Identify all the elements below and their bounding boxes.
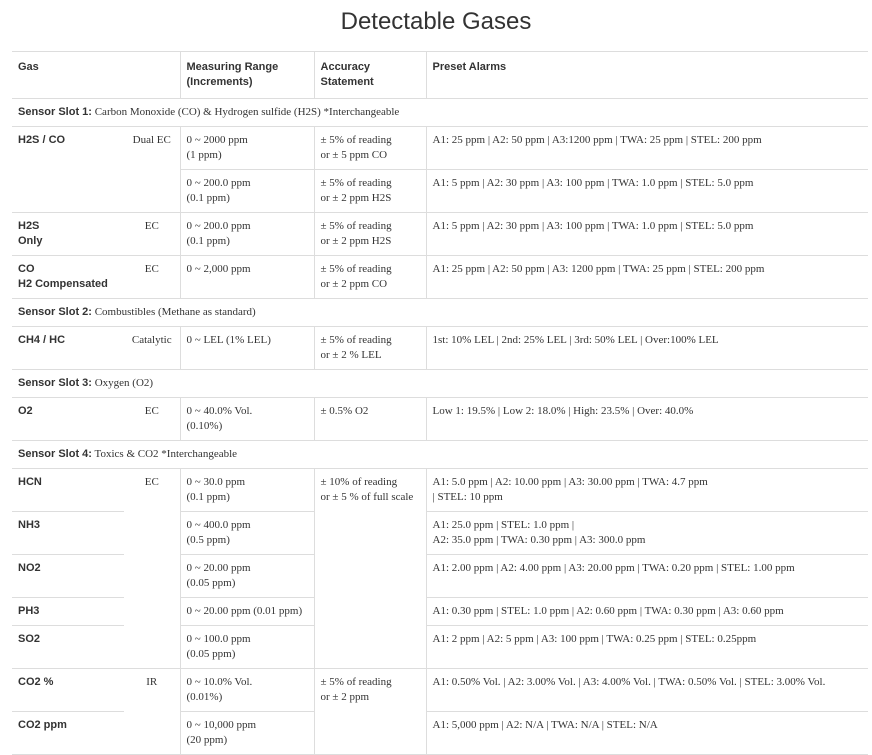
alarm-cell: A1: 2.00 ppm | A2: 4.00 ppm | A3: 20.00 ppm | TWA: 0.20 ppm | STEL: 1.00 ppm <box>426 555 868 598</box>
alarm-cell: A1: 5 ppm | A2: 30 ppm | A3: 100 ppm | TWA: 1.0 ppm | STEL: 5.0 ppm <box>426 213 868 256</box>
slot-row-1 <box>12 99 868 127</box>
slot-row-2 <box>12 299 868 327</box>
alarm-cell: A1: 5,000 ppm | A2: N/A | TWA: N/A | STEL: N/A <box>426 712 868 755</box>
alarm-cell: A1: 2 ppm | A2: 5 ppm | A3: 100 ppm | TWA: 0.25 ppm | STEL: 0.25ppm <box>426 626 868 669</box>
slot-description: Carbon Monoxide (CO) & Hydrogen sulfide (H2S) *Interchangeable <box>94 106 400 118</box>
range-cell: 0 ~ 2,000 ppm <box>180 256 314 299</box>
alarm-cell: 1st: 10% LEL | 2nd: 25% LEL | 3rd: 50% LEL | Over:100% LEL <box>426 327 868 370</box>
slot-row-4 <box>12 441 868 469</box>
accuracy-cell: ± 5% of reading or ± 2 ppm H2S <box>314 213 426 256</box>
accuracy-cell: ± 5% of reading or ± 2 ppm CO <box>314 256 426 299</box>
range-cell: 0 ~ 20.00 ppm (0.05 ppm) <box>180 555 314 598</box>
gas-name: H2S / CO <box>18 134 66 146</box>
slot-label: Sensor Slot 3: <box>18 377 92 389</box>
range-cell: 0 ~ 400.0 ppm (0.5 ppm) <box>180 512 314 555</box>
gas-name: NO2 <box>18 562 41 574</box>
gas-name: HCN <box>18 476 42 488</box>
alarm-cell: A1: 5.0 ppm | A2: 10.00 ppm | A3: 30.00 ppm | TWA: 4.7 ppm | STEL: 10 ppm <box>426 469 868 512</box>
slot-label: Sensor Slot 1: <box>18 106 92 118</box>
sensor-type: IR <box>146 676 158 688</box>
gas-name: PH3 <box>18 605 40 617</box>
gas-name: CH4 / HC <box>18 334 66 346</box>
table-row-ch4 <box>12 327 868 370</box>
header-alarms: Preset Alarms <box>426 52 868 99</box>
alarm-cell: Low 1: 19.5% | Low 2: 18.0% | High: 23.5% | Over: 40.0% <box>426 398 868 441</box>
alarm-cell: A1: 0.30 ppm | STEL: 1.0 ppm | A2: 0.60 ppm | TWA: 0.30 ppm | A3: 0.60 ppm <box>426 598 868 626</box>
range-cell: 0 ~ 10.0% Vol. (0.01%) <box>180 669 314 712</box>
range-cell: 0 ~ 40.0% Vol. (0.10%) <box>180 398 314 441</box>
range-cell: 0 ~ 10,000 ppm (20 ppm) <box>180 712 314 755</box>
gas-name: NH3 <box>18 519 41 531</box>
header-gas: Gas <box>12 52 180 99</box>
table-row-co <box>12 256 868 299</box>
accuracy-cell: ± 5% of reading or ± 5 ppm CO <box>314 127 426 170</box>
range-cell: 0 ~ 20.00 ppm (0.01 ppm) <box>180 598 314 626</box>
sensor-type: EC <box>144 263 159 275</box>
slot-description: Oxygen (O2) <box>94 377 154 389</box>
table-row-h2s-co <box>12 127 868 170</box>
page-title: Detectable Gases <box>340 8 532 35</box>
sensor-type: EC <box>144 476 159 488</box>
gas-name: O2 <box>18 405 33 417</box>
alarm-cell: A1: 0.50% Vol. | A2: 3.00% Vol. | A3: 4.00% Vol. | TWA: 0.50% Vol. | STEL: 3.00% Vol. <box>426 669 868 712</box>
table-row-co2-pct <box>12 669 868 712</box>
gases-table <box>12 51 868 755</box>
range-cell: 0 ~ 200.0 ppm (0.1 ppm) <box>180 170 314 213</box>
sensor-type: Dual EC <box>132 134 171 146</box>
accuracy-cell: ± 5% of reading or ± 2 ppm <box>314 669 426 755</box>
slot-description: Combustibles (Methane as standard) <box>94 306 256 318</box>
alarm-cell: A1: 5 ppm | A2: 30 ppm | A3: 100 ppm | TWA: 1.0 ppm | STEL: 5.0 ppm <box>426 170 868 213</box>
sensor-type: EC <box>144 220 159 232</box>
table-row-hcn <box>12 469 868 512</box>
sensor-type: EC <box>144 405 159 417</box>
accuracy-cell: ± 5% of reading or ± 2 ppm H2S <box>314 170 426 213</box>
alarm-cell: A1: 25.0 ppm | STEL: 1.0 ppm | A2: 35.0 ppm | TWA: 0.30 ppm | A3: 300.0 ppm <box>426 512 868 555</box>
slot-label: Sensor Slot 2: <box>18 306 92 318</box>
accuracy-cell: ± 10% of reading or ± 5 % of full scale <box>314 469 426 669</box>
gas-name: CO2 % <box>18 676 54 688</box>
gas-name: CO H2 Compensated <box>18 263 108 290</box>
range-cell: 0 ~ 2000 ppm (1 ppm) <box>180 127 314 170</box>
table-row-o2 <box>12 398 868 441</box>
table-row-h2s-only <box>12 213 868 256</box>
sensor-type: Catalytic <box>131 334 172 346</box>
gas-name: CO2 ppm <box>18 719 67 731</box>
alarm-cell: A1: 25 ppm | A2: 50 ppm | A3: 1200 ppm | TWA: 25 ppm | STEL: 200 ppm <box>426 256 868 299</box>
header-accuracy: Accuracy Statement <box>314 52 426 99</box>
gas-name: H2S Only <box>18 220 43 247</box>
alarm-cell: A1: 25 ppm | A2: 50 ppm | A3:1200 ppm | TWA: 25 ppm | STEL: 200 ppm <box>426 127 868 170</box>
header-range: Measuring Range (Increments) <box>180 52 314 99</box>
range-cell: 0 ~ 30.0 ppm (0.1 ppm) <box>180 469 314 512</box>
gas-name: SO2 <box>18 633 41 645</box>
range-cell: 0 ~ 100.0 ppm (0.05 ppm) <box>180 626 314 669</box>
slot-description: Toxics & CO2 *Interchangeable <box>94 448 238 460</box>
slot-label: Sensor Slot 4: <box>18 448 92 460</box>
table-header-row <box>12 52 868 99</box>
accuracy-cell: ± 0.5% O2 <box>314 398 426 441</box>
accuracy-cell: ± 5% of reading or ± 2 % LEL <box>314 327 426 370</box>
range-cell: 0 ~ LEL (1% LEL) <box>180 327 314 370</box>
slot-row-3 <box>12 370 868 398</box>
range-cell: 0 ~ 200.0 ppm (0.1 ppm) <box>180 213 314 256</box>
